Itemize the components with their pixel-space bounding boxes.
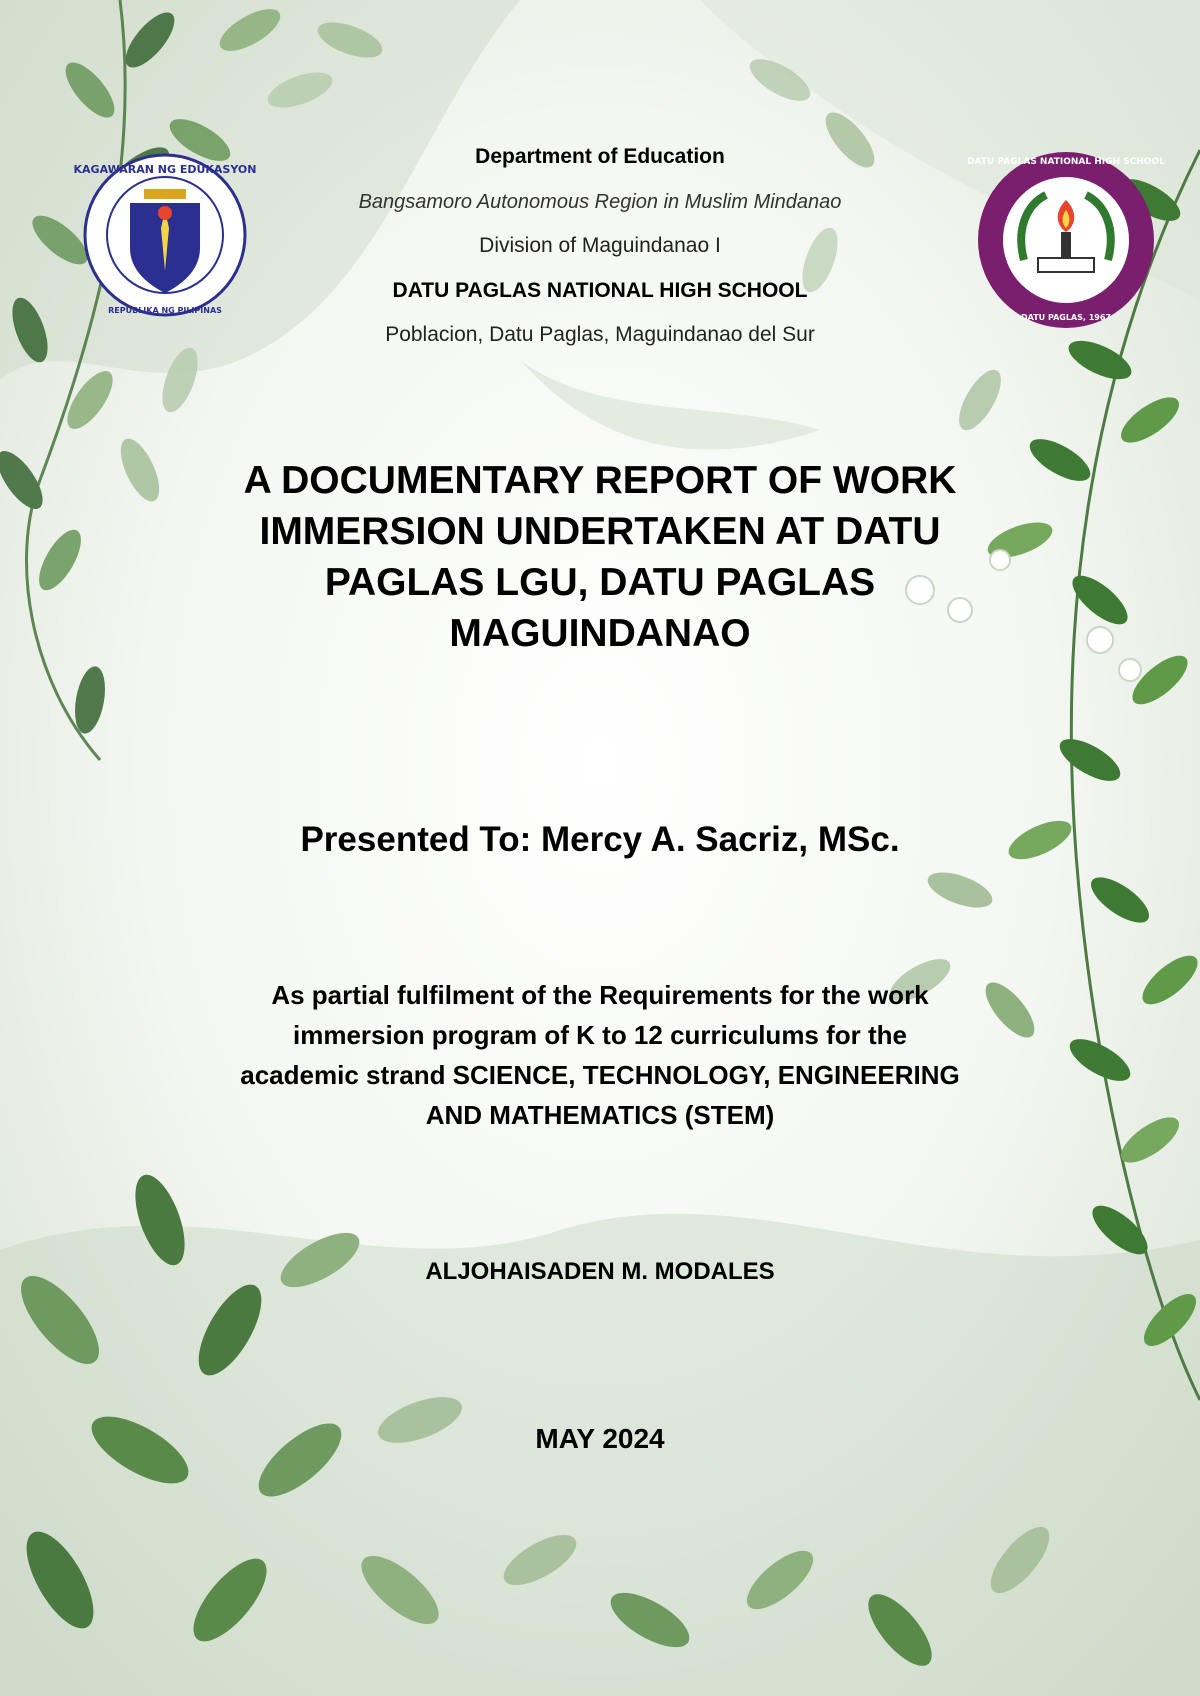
title-line: IMMERSION UNDERTAKEN AT DATU (259, 510, 941, 553)
author-name: ALJOHAISADEN M. MODALES (425, 1258, 775, 1285)
school-name: DATU PAGLAS NATIONAL HIGH SCHOOL (392, 279, 808, 302)
statement-line: immersion program of K to 12 curriculums for the (293, 1020, 907, 1050)
deped-seal-top-text: KAGAWARAN NG EDUKASYON (73, 163, 257, 176)
title-line: A DOCUMENTARY REPORT OF WORK (243, 459, 957, 502)
statement-line: academic strand SCIENCE, TECHNOLOGY, ENGINEERING (240, 1060, 960, 1090)
title-line: PAGLAS LGU, DATU PAGLAS (324, 561, 876, 604)
school-address: Poblacion, Datu Paglas, Maguindanao del Sur (385, 323, 815, 346)
region-name: Bangsamoro Autonomous Region in Muslim Mindanao (358, 191, 842, 213)
statement-line: As partial fulfilment of the Requirements for the work (271, 980, 929, 1010)
report-title (0, 455, 1200, 659)
title-line: MAGUINDANAO (449, 612, 751, 655)
statement-line: AND MATHEMATICS (STEM) (425, 1100, 775, 1130)
partial-fulfilment-statement (0, 975, 1200, 1135)
school-seal-top-text: DATU PAGLAS NATIONAL HIGH SCHOOL (967, 157, 1165, 167)
department-name: Department of Education (475, 145, 725, 168)
school-seal-bottom-text: DATU PAGLAS, 1967 (1021, 313, 1111, 322)
division-name: Division of Maguindanao I (479, 234, 721, 257)
deped-seal-bottom-text: REPUBLIKA NG PILIPINAS (108, 306, 222, 315)
report-date: MAY 2024 (535, 1423, 665, 1454)
presented-to: Presented To: Mercy A. Sacriz, MSc. (300, 820, 900, 859)
